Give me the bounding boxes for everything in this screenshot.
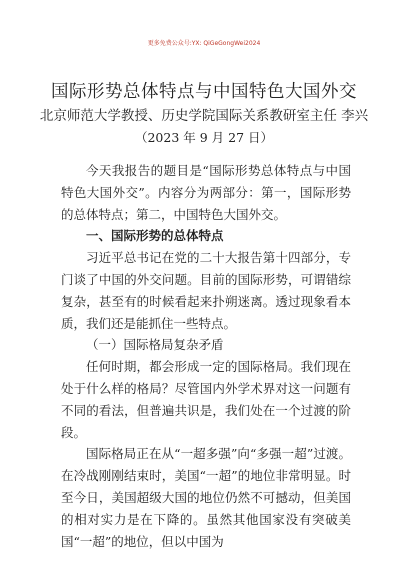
section-heading: 一、国际形势的总体特点 [86, 228, 224, 244]
watermark-text: 更多免费公众号:YX: QiGeGongWei2024 [147, 40, 261, 47]
document-body [61, 160, 351, 552]
author-line: 北京师范大学教授、历史学院国际关系教研室主任 李兴 [39, 108, 369, 124]
date-line: （2023 年 9 月 27 日） [134, 130, 274, 145]
body-paragraph: 任何时期，都会形成一定的国际格局。我们现在处于什么样的格局？尽管国内外学术界对这一问题有不同的看法，但普遍共识是，我们处在一个过渡的阶段。 [61, 359, 351, 440]
intro-paragraph: 今天我报告的题目是“国际形势总体特点与中国特色大国外交”。内容分为两部分：第一，国际形势的总体特点；第二，中国特色大国外交。 [61, 163, 351, 222]
body-paragraph: 习近平总书记在党的二十大报告第十四部分，专门谈了中国的外交问题。目前的国际形势，可谓错综复杂，甚至有的时候看起来扑朔迷离。透过现象看本质，我们还是能抓住一些特点。 [61, 250, 351, 331]
document-title: 国际形势总体特点与中国特色大国外交 [51, 82, 357, 102]
subsection-heading: （一）国际格局复杂矛盾 [86, 337, 224, 353]
body-paragraph: 国际格局正在从“一超多强”向“多强一超”过渡。在冷战刚刚结束时，美国“一超”的地位非常明显。时至今日，美国超级大国的地位仍然不可撼动，但美国的相对实力是在下降的。虽然其他国家没有突破美国“一超”的地位，但以中国为 [61, 446, 351, 549]
